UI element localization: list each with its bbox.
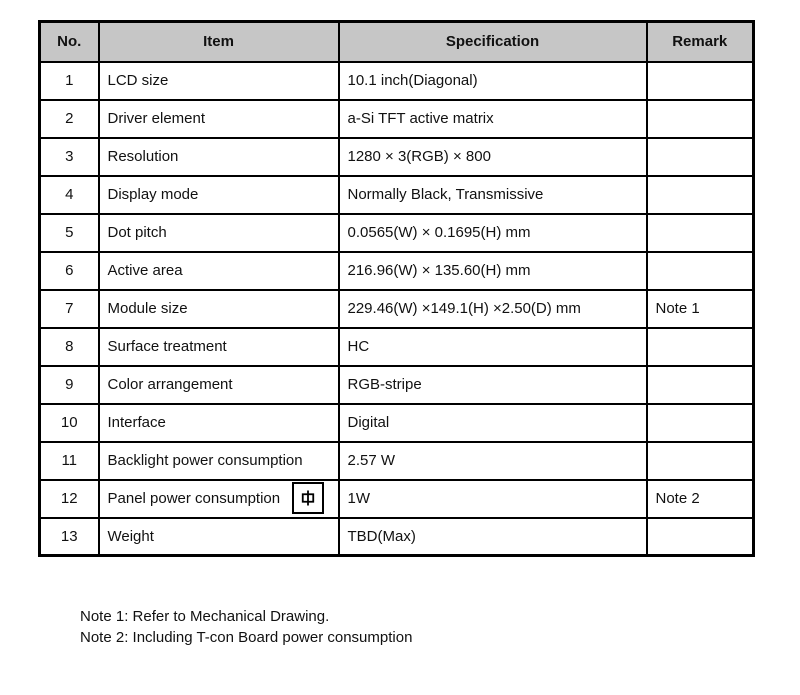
cell-spec: TBD(Max) [339, 518, 647, 556]
cell-item: Panel power consumption [99, 480, 339, 518]
header-no: No. [40, 22, 99, 62]
cell-no: 12 [40, 480, 99, 518]
cell-spec: 0.0565(W) × 0.1695(H) mm [339, 214, 647, 252]
cell-item: Weight [99, 518, 339, 556]
cell-remark [647, 62, 754, 100]
cell-remark [647, 404, 754, 442]
cell-spec: 10.1 inch(Diagonal) [339, 62, 647, 100]
cell-spec: 1W [339, 480, 647, 518]
cell-spec: a-Si TFT active matrix [339, 100, 647, 138]
cell-no: 4 [40, 176, 99, 214]
cell-item: Module size [99, 290, 339, 328]
cell-no: 3 [40, 138, 99, 176]
cell-no: 5 [40, 214, 99, 252]
cell-item: Resolution [99, 138, 339, 176]
cell-item: Driver element [99, 100, 339, 138]
table-row [40, 518, 754, 556]
header-spec: Specification [339, 22, 647, 62]
cell-item: LCD size [99, 62, 339, 100]
cell-item: Active area [99, 252, 339, 290]
cell-remark [647, 138, 754, 176]
table-row [40, 480, 754, 518]
table-row [40, 62, 754, 100]
cell-remark [647, 252, 754, 290]
cell-remark [647, 366, 754, 404]
cell-spec: Normally Black, Transmissive [339, 176, 647, 214]
table-row [40, 366, 754, 404]
cell-no: 7 [40, 290, 99, 328]
specification-table [38, 20, 755, 557]
cell-no: 2 [40, 100, 99, 138]
cell-remark [647, 518, 754, 556]
cell-spec: RGB-stripe [339, 366, 647, 404]
cell-no: 6 [40, 252, 99, 290]
cell-spec: 1280 × 3(RGB) × 800 [339, 138, 647, 176]
cell-item: Dot pitch [99, 214, 339, 252]
cell-remark [647, 176, 754, 214]
cell-no: 8 [40, 328, 99, 366]
table-row [40, 176, 754, 214]
cell-item: Backlight power consumption [99, 442, 339, 480]
ime-caret-cursor [292, 482, 324, 514]
header-item: Item [99, 22, 339, 62]
table-row [40, 442, 754, 480]
cell-spec: 216.96(W) × 135.60(H) mm [339, 252, 647, 290]
table-row [40, 138, 754, 176]
cell-remark: Note 1 [647, 290, 754, 328]
footnote-2: Note 2: Including T-con Board power consumption [80, 629, 413, 646]
header-remark: Remark [647, 22, 754, 62]
table-row [40, 404, 754, 442]
cell-spec: HC [339, 328, 647, 366]
cell-item: Interface [99, 404, 339, 442]
ime-caret-icon [299, 488, 317, 508]
table-row [40, 290, 754, 328]
table-header-row [40, 22, 754, 62]
cell-no: 1 [40, 62, 99, 100]
cell-no: 10 [40, 404, 99, 442]
cell-item: Color arrangement [99, 366, 339, 404]
cell-remark [647, 328, 754, 366]
table-row [40, 328, 754, 366]
table-row [40, 100, 754, 138]
cell-remark [647, 442, 754, 480]
table-row [40, 252, 754, 290]
cell-remark [647, 214, 754, 252]
cell-remark: Note 2 [647, 480, 754, 518]
cell-item: Surface treatment [99, 328, 339, 366]
cell-item: Display mode [99, 176, 339, 214]
footnote-1: Note 1: Refer to Mechanical Drawing. [80, 608, 330, 625]
cell-spec: 229.46(W) ×149.1(H) ×2.50(D) mm [339, 290, 647, 328]
cell-spec: 2.57 W [339, 442, 647, 480]
cell-remark [647, 100, 754, 138]
cell-no: 9 [40, 366, 99, 404]
footnotes [80, 606, 412, 648]
table-row [40, 214, 754, 252]
cell-spec: Digital [339, 404, 647, 442]
cell-no: 13 [40, 518, 99, 556]
cell-no: 11 [40, 442, 99, 480]
